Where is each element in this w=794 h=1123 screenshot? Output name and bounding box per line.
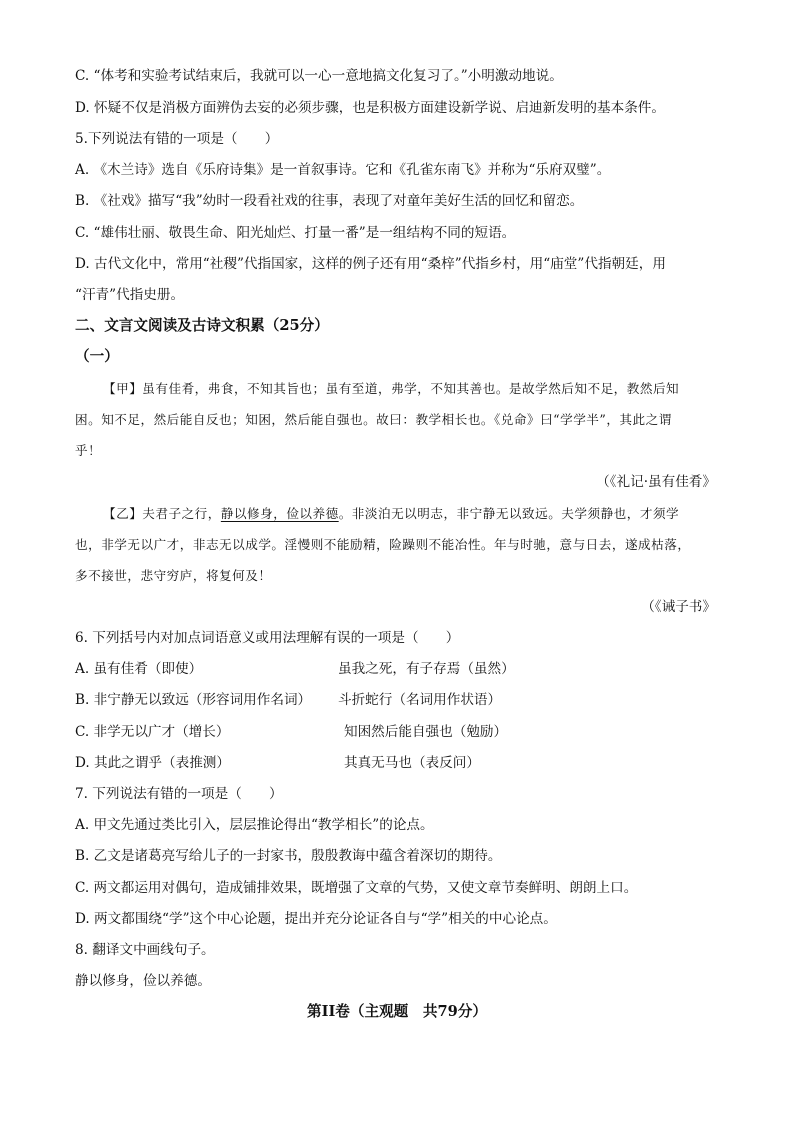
q6-option-a-right: 虽我之死，有子存焉（虽然） bbox=[338, 661, 515, 677]
part-label: （一） bbox=[75, 348, 119, 365]
underlined-sentence: 静以修身，俭以养德 bbox=[220, 506, 339, 521]
q8-sentence: 静以修身，俭以养德。 bbox=[75, 973, 211, 989]
q6-option-d-left: D. 其此之谓乎（表推测） bbox=[75, 755, 230, 771]
q6-option-a-left: A. 虽有佳肴（即使） bbox=[75, 661, 203, 677]
q6-option-b-left: B. 非宁静无以致远（形容词用作名词） bbox=[75, 692, 312, 708]
q5-option-d-line1: D. 古代文化中，常用“社稷”代指国家，这样的例子还有用“桑梓”代指乡村，用“庙堂”代指朝廷，用 bbox=[75, 256, 666, 272]
passage-yi-line1-start: 【乙】夫君子之行， bbox=[103, 506, 221, 521]
q5-option-b: B. 《社戏》描写“我”幼时一段看社戏的往事，表现了对童年美好生活的回忆和留恋。 bbox=[75, 193, 584, 209]
q6-option-c-left: C. 非学无以广才（增长） bbox=[75, 724, 230, 740]
passage-jia-line3: 乎！ bbox=[75, 443, 102, 458]
q6-stem: 6. 下列括号内对加点词语意义或用法理解有误的一项是（ ） bbox=[75, 630, 460, 646]
q5-stem: 5.下列说法有错的一项是（ ） bbox=[75, 131, 279, 147]
q5-option-c: C. “雄伟壮丽、敬畏生命、阳光灿烂、打量一番”是一组结构不同的短语。 bbox=[75, 225, 516, 241]
q7-option-b: B. 乙文是诸葛亮写给儿子的一封家书，殷殷教诲中蕴含着深切的期待。 bbox=[75, 848, 502, 864]
volume-ii-title: 第II卷（主观题 共79分） bbox=[307, 1003, 487, 1020]
passage-jia-source: （《礼记·虽有佳肴》 bbox=[596, 474, 716, 490]
passage-yi-line2: 也，非学无以广才，非志无以成学。淫慢则不能励精，险躁则不能冶性。年与时驰，意与日去，遂成枯落， bbox=[75, 537, 691, 552]
passage-jia-line2: 困。知不足，然后能自反也；知困，然后能自强也。故曰：教学相长也。《兑命》曰“学学半”，其此之谓 bbox=[75, 412, 672, 427]
passage-yi-source: （《诫子书》 bbox=[641, 599, 716, 615]
q4-option-d: D. 怀疑不仅是消极方面辨伪去妄的必须步骤，也是积极方面建设新学说、启迪新发明的基本条件。 bbox=[75, 100, 665, 116]
q7-stem: 7. 下列说法有错的一项是（ ） bbox=[75, 786, 283, 802]
q5-option-a: A. 《木兰诗》选自《乐府诗集》是一首叙事诗。它和《孔雀东南飞》并称为“乐府双璧”。 bbox=[75, 162, 611, 178]
q7-option-a: A. 甲文先通过类比引入，层层推论得出“教学相长”的论点。 bbox=[75, 817, 434, 833]
section-title: 二、文言文阅读及古诗文积累（25分） bbox=[75, 317, 329, 334]
q5-option-d-line2: “汗青”代指史册。 bbox=[75, 287, 185, 303]
passage-yi-line1-end: 。非淡泊无以明志，非宁静无以致远。夫学须静也，才须学 bbox=[338, 506, 680, 521]
q4-option-c: C. “体考和实验考试结束后，我就可以一心一意地搞文化复习了。”小明激动地说。 bbox=[75, 68, 563, 84]
q6-option-b-right: 斗折蛇行（名词用作状语） bbox=[338, 692, 502, 708]
q7-option-c: C. 两文都运用对偶句，造成铺排效果，既增强了文章的气势，又使文章节奏鲜明、朗朗上口。 bbox=[75, 880, 638, 896]
q8-stem: 8. 翻译文中画线句子。 bbox=[75, 942, 215, 958]
passage-jia-line1: 【甲】虽有佳肴，弗食，不知其旨也；虽有至道，弗学，不知其善也。是故学然后知不足，教然后知 bbox=[103, 381, 680, 396]
q6-option-d-right: 其真无马也（表反问） bbox=[344, 755, 480, 771]
passage-yi-line3: 多不接世，悲守穷庐，将复何及！ bbox=[75, 568, 272, 583]
passage-yi-line1 bbox=[103, 506, 679, 522]
q7-option-d: D. 两文都围绕“学”这个中心论题，提出并充分论证各自与“学”相关的中心论点。 bbox=[75, 911, 557, 927]
q6-option-c-right: 知困然后能自强也（勉励） bbox=[344, 724, 508, 740]
